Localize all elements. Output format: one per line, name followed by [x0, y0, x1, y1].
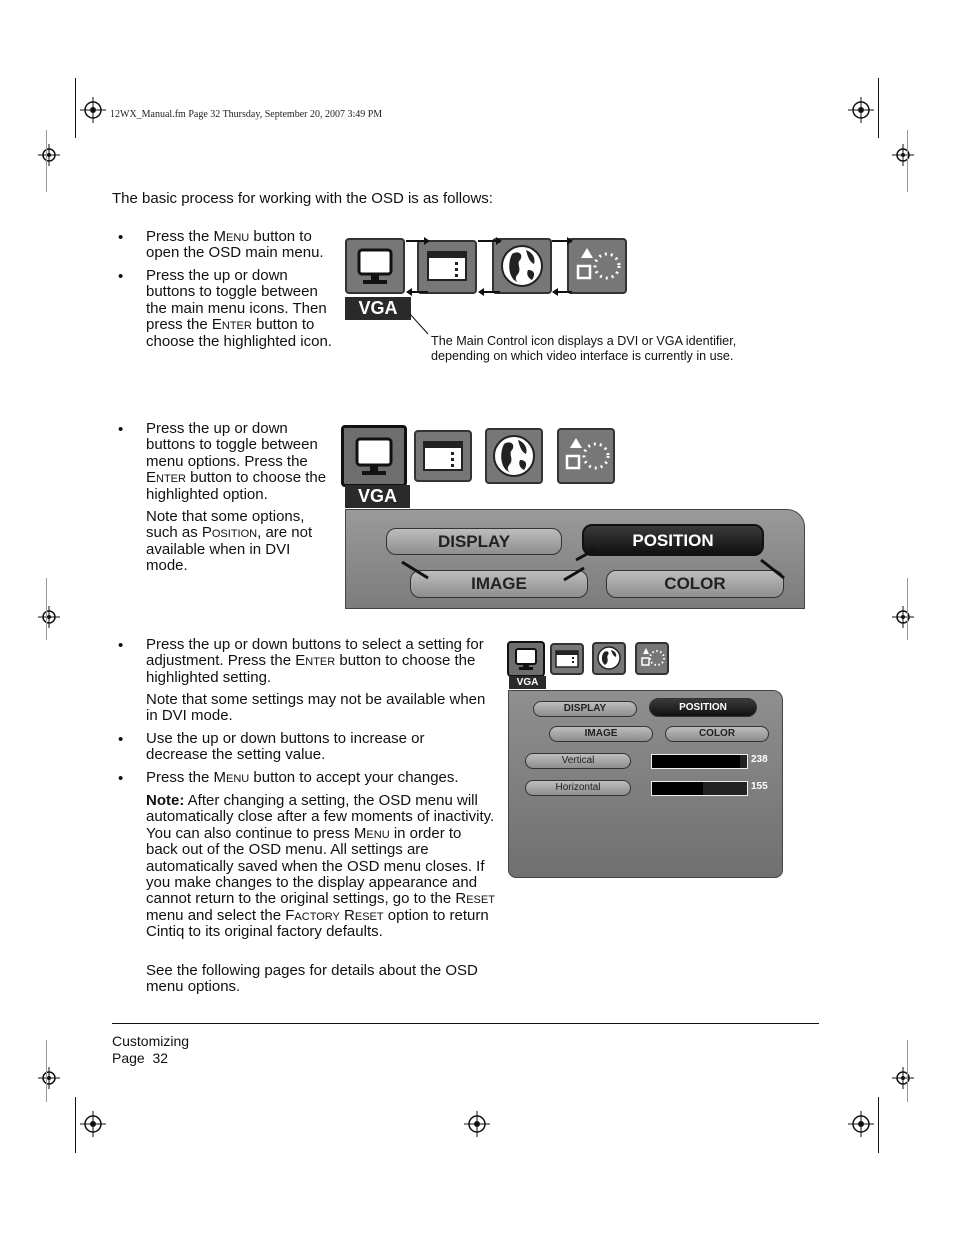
text: Press the — [146, 769, 214, 786]
crop-line — [907, 130, 908, 192]
globe-icon — [485, 428, 543, 484]
menu-option-position[interactable]: POSITION — [649, 698, 757, 717]
bullet-marker: • — [118, 229, 124, 246]
monitor-icon — [341, 425, 407, 487]
bullet-marker: • — [118, 268, 124, 285]
reset-term: Reset — [455, 890, 495, 908]
note-position-dvi — [146, 509, 336, 575]
registration-mark-icon — [892, 144, 914, 166]
vga-identifier: VGA — [345, 485, 410, 508]
menu-term: Menu — [353, 824, 390, 842]
menu-option-position[interactable]: POSITION — [582, 524, 764, 556]
menu-option-display[interactable]: DISPLAY — [386, 528, 562, 555]
factory-reset-term: Factory Reset — [285, 906, 384, 924]
menu-option-color[interactable]: COLOR — [606, 570, 784, 598]
text: button to choose the highlighted setting. — [146, 652, 476, 686]
note-label: Note: — [146, 792, 185, 809]
file-info-header: 12WX_Manual.fm Page 32 Thursday, September 20, 2007 3:49 PM — [110, 109, 383, 120]
registration-mark-icon — [892, 1067, 914, 1089]
text: Press the up or down buttons to select a setting for adjustment. Press the — [146, 636, 484, 670]
bullet-marker: • — [118, 421, 124, 438]
horizontal-value: 155 — [751, 781, 768, 792]
text: in order to back out of the OSD menu. All settings are automatically saved when the OSD menu closes. If you make changes to the display appearance and cannot return to the original settings, go to the — [146, 824, 485, 908]
bullet-toggle-options — [146, 421, 336, 503]
registration-mark-icon — [80, 97, 106, 123]
text: button to choose the highlighted icon. — [146, 316, 332, 350]
text: Press the — [146, 228, 214, 245]
text: menu and select the — [146, 906, 286, 924]
bullet-marker: • — [118, 770, 124, 787]
tools-icon — [567, 238, 627, 294]
monitor-icon — [507, 641, 545, 677]
crop-line — [75, 78, 76, 138]
display-settings-icon — [414, 430, 472, 482]
vertical-level-bar[interactable] — [651, 754, 748, 769]
text: Press the up or down buttons to toggle between menu options. Press the — [146, 420, 318, 470]
bullet-open-menu — [146, 229, 336, 262]
vga-identifier: VGA — [509, 676, 546, 689]
bullet-adjust-value: Use the up or down buttons to increase or decrease the setting value. — [146, 730, 425, 764]
registration-mark-icon — [80, 1111, 106, 1137]
menu-term: Menu — [213, 769, 250, 786]
registration-mark-icon — [892, 606, 914, 628]
crop-line — [75, 1097, 76, 1153]
crop-line — [878, 78, 879, 138]
figure1-caption: The Main Control icon displays a DVI or VGA identifier, depending on which video interface is currently in use. — [431, 334, 737, 363]
registration-mark-icon — [38, 606, 60, 628]
monitor-icon — [345, 238, 405, 294]
setting-vertical[interactable]: Vertical — [525, 753, 631, 769]
registration-mark-icon — [464, 1111, 490, 1137]
menu-option-image[interactable]: IMAGE — [410, 570, 588, 598]
text: Note that some options, such as — [146, 508, 305, 542]
note-auto-close — [146, 793, 496, 941]
callout-line — [408, 312, 430, 336]
menu-option-color[interactable]: COLOR — [665, 726, 769, 742]
footer-section: Customizing — [112, 1033, 190, 1049]
text: button to open the OSD main menu. — [146, 228, 324, 262]
crop-line — [907, 1040, 908, 1102]
enter-term: Enter — [146, 469, 186, 487]
note-settings-dvi: Note that some settings may not be available when in DVI mode. — [146, 691, 486, 725]
vertical-level-fill — [652, 755, 740, 768]
registration-mark-icon — [38, 1067, 60, 1089]
registration-mark-icon — [848, 1111, 874, 1137]
osd-menu-panel — [345, 509, 805, 609]
tools-icon — [557, 428, 615, 484]
tools-icon — [635, 642, 669, 675]
text: After changing a setting, the OSD menu will automatically close after a few moments of inactivity. You can also continue to press — [146, 792, 495, 842]
crop-line — [907, 578, 908, 640]
text: , are not available when in DVI mode. — [146, 524, 313, 575]
menu-term: Menu — [213, 228, 250, 245]
text: button to choose the highlighted option. — [146, 469, 327, 503]
text: option to return Cintiq to its original factory defaults. — [146, 906, 489, 941]
vga-identifier: VGA — [345, 297, 411, 320]
crop-line — [46, 1040, 47, 1102]
crop-line — [46, 130, 47, 192]
menu-option-display[interactable]: DISPLAY — [533, 701, 637, 717]
enter-term: Enter — [295, 652, 336, 670]
see-following-pages: See the following pages for details about the OSD menu options. — [146, 962, 478, 996]
display-settings-icon — [550, 643, 584, 675]
footer-rule — [112, 1023, 819, 1024]
footer-page-number: Page 32 — [112, 1050, 169, 1066]
osd-settings-panel — [508, 690, 783, 878]
navigation-arrows — [376, 548, 796, 588]
bullet-accept-changes — [146, 770, 496, 786]
bullet-marker: • — [118, 637, 124, 654]
globe-icon — [592, 642, 626, 675]
position-term: Position — [201, 524, 258, 542]
menu-option-image[interactable]: IMAGE — [549, 726, 653, 742]
crop-line — [46, 578, 47, 640]
crop-line — [878, 1097, 879, 1153]
intro-text: The basic process for working with the OSD is as follows: — [112, 190, 493, 207]
text: Press the up or down buttons to toggle between the main menu icons. Then press the — [146, 267, 327, 334]
vertical-value: 238 — [751, 754, 768, 765]
registration-mark-icon — [38, 144, 60, 166]
horizontal-level-bar[interactable] — [651, 781, 748, 796]
registration-mark-icon — [848, 97, 874, 123]
setting-horizontal[interactable]: Horizontal — [525, 780, 631, 796]
bullet-marker: • — [118, 731, 124, 748]
bullet-toggle-icons — [146, 268, 336, 350]
horizontal-level-fill — [652, 782, 703, 795]
navigation-arrows — [404, 236, 574, 298]
enter-term: Enter — [211, 316, 252, 334]
text: button to accept your changes. — [249, 769, 459, 786]
bullet-select-setting — [146, 637, 496, 686]
